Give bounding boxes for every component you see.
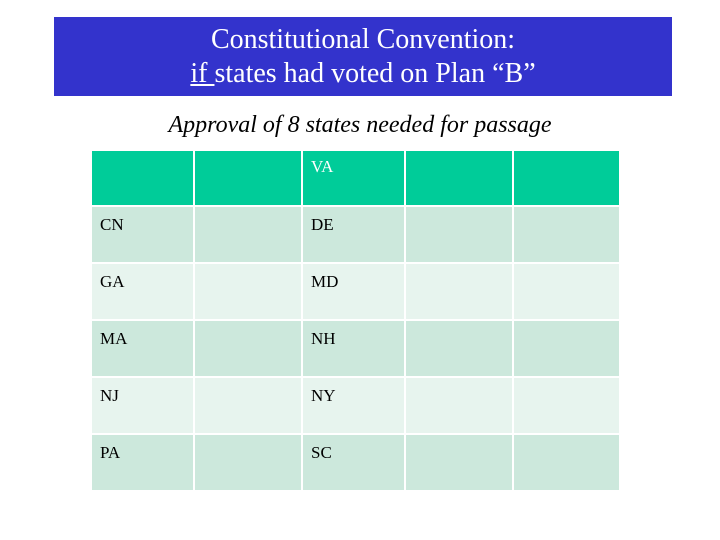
table-header-cell xyxy=(513,150,620,206)
title-line-1: Constitutional Convention: xyxy=(210,24,516,55)
table-cell xyxy=(513,320,620,377)
table-cell: MD xyxy=(302,263,405,320)
table-header-cell xyxy=(91,150,194,206)
table-cell: NY xyxy=(302,377,405,434)
table-cell: GA xyxy=(91,263,194,320)
table-cell xyxy=(405,206,513,263)
table-cell xyxy=(405,320,513,377)
table-cell xyxy=(405,434,513,491)
table-row xyxy=(91,434,620,491)
table-cell xyxy=(194,320,302,377)
title-banner xyxy=(54,17,672,96)
table-row xyxy=(91,377,620,434)
table-cell: CN xyxy=(91,206,194,263)
table-cell: MA xyxy=(91,320,194,377)
table-row xyxy=(91,206,620,263)
table-cell: NH xyxy=(302,320,405,377)
table-row xyxy=(91,320,620,377)
table-cell xyxy=(405,263,513,320)
table-header-cell xyxy=(194,150,302,206)
table-cell xyxy=(513,377,620,434)
title-line-2 xyxy=(54,57,672,91)
table-cell: DE xyxy=(302,206,405,263)
table-cell xyxy=(194,434,302,491)
subtitle: Approval of 8 states needed for passage xyxy=(168,112,552,138)
table-cell xyxy=(405,377,513,434)
table-cell xyxy=(513,434,620,491)
table-cell: PA xyxy=(91,434,194,491)
table-header-row xyxy=(91,150,620,206)
table-header-cell xyxy=(405,150,513,206)
table-cell: NJ xyxy=(91,377,194,434)
table-cell: SC xyxy=(302,434,405,491)
table-header-cell: VA xyxy=(302,150,405,206)
table-cell xyxy=(194,377,302,434)
table-cell xyxy=(513,206,620,263)
table-cell xyxy=(513,263,620,320)
state-vote-table xyxy=(90,149,621,492)
title-emphasis-if: if xyxy=(190,58,215,89)
title-line-2-rest: states had voted on Plan “B” xyxy=(214,58,536,89)
table-cell xyxy=(194,263,302,320)
table-row xyxy=(91,263,620,320)
table-cell xyxy=(194,206,302,263)
